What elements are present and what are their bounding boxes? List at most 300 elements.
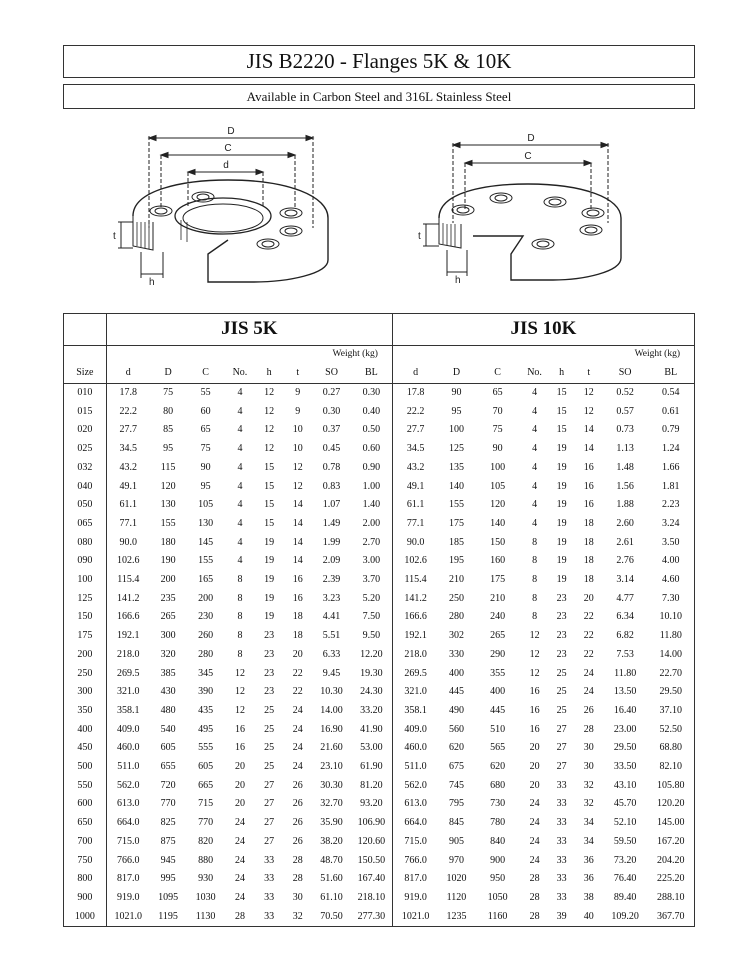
wt-spacer (64, 346, 107, 364)
table-cell: 2.61 (616, 536, 634, 548)
column-header-size: Size (64, 363, 107, 384)
table-cell: 27 (556, 742, 567, 754)
table-cell: 288.10 (657, 891, 685, 903)
table-cell: 25 (264, 761, 275, 773)
table-cell: 23 (264, 648, 275, 660)
table-row (64, 403, 695, 422)
table-row (64, 440, 695, 459)
table-cell: 280 (198, 648, 214, 660)
table-cell: 460.0 (117, 742, 140, 754)
table-cell: 20 (234, 761, 245, 773)
table-cell: 8 (532, 592, 538, 604)
table-cell: 16 (234, 723, 245, 735)
table-cell: 140 (490, 517, 506, 529)
table-cell: 265 (490, 630, 506, 642)
table-cell: 24 (292, 704, 303, 716)
table-row (64, 421, 695, 440)
table-cell: 175 (448, 517, 464, 529)
table-cell: 75 (492, 424, 503, 436)
table-cell: 155 (160, 517, 176, 529)
table-cell: 4 (532, 387, 538, 398)
table-cell: 90.0 (392, 534, 438, 553)
table-cell: 48.70 (320, 854, 343, 866)
table-cell: 715.0 (392, 833, 438, 852)
table-cell: 204.20 (657, 854, 685, 866)
table-cell: 4.00 (662, 555, 680, 567)
table-cell: 22.2 (392, 403, 438, 422)
table-cell: 8 (532, 611, 538, 623)
table-cell: 511.0 (117, 761, 140, 773)
table-row (64, 384, 695, 403)
table-cell: 200 (198, 592, 214, 604)
table-row (64, 515, 695, 534)
table-cell: 1.88 (616, 499, 634, 511)
table-row (64, 571, 695, 590)
table-cell: 8 (532, 536, 538, 548)
table-row (64, 758, 695, 777)
table-cell: 1.56 (616, 480, 634, 492)
table-cell: 540 (160, 723, 176, 735)
table-cell: 90 (200, 461, 211, 473)
table-cell: 12 (234, 686, 245, 698)
table-cell: 905 (448, 835, 464, 847)
table-cell: 30 (583, 742, 594, 754)
table-cell: 21.60 (320, 742, 343, 754)
size-cell: 015 (64, 403, 107, 422)
table-cell: 0.54 (662, 387, 680, 398)
table-cell: 565 (490, 742, 506, 754)
table-cell: 22 (583, 611, 594, 623)
table-cell: 300 (160, 630, 176, 642)
table-cell: 6.34 (616, 611, 634, 623)
table-cell: 3.14 (616, 574, 634, 586)
table-cell: 26 (583, 704, 594, 716)
table-cell: 33.50 (613, 761, 637, 773)
table-cell: 115.4 (117, 574, 140, 586)
table-cell: 9 (295, 405, 301, 417)
table-cell: 10.10 (659, 611, 683, 623)
table-cell: 0.52 (616, 387, 634, 398)
table-cell: 2.23 (662, 499, 680, 511)
size-cell: 300 (64, 683, 107, 702)
table-cell: 620 (448, 742, 464, 754)
corner-cell (64, 314, 107, 346)
table-row (64, 702, 695, 721)
table-cell: 82.10 (659, 761, 683, 773)
table-cell: 1235 (446, 910, 467, 922)
table-row (64, 721, 695, 740)
table-cell: 19 (556, 461, 567, 473)
size-cell: 550 (64, 777, 107, 796)
table-cell: 23 (264, 630, 275, 642)
table-cell: 880 (198, 854, 214, 866)
table-cell: 30 (292, 891, 303, 903)
table-cell: 15 (556, 405, 567, 417)
table-cell: 795 (448, 798, 464, 810)
table-cell: 4.41 (322, 611, 341, 623)
table-cell: 25 (556, 667, 567, 679)
table-cell: 19 (264, 555, 275, 567)
table-cell: 24 (292, 723, 303, 735)
size-cell: 750 (64, 852, 107, 871)
table-cell: 27.7 (392, 421, 438, 440)
table-cell: 1050 (487, 891, 508, 903)
table-cell: 0.83 (322, 480, 341, 492)
table-cell: 85 (163, 424, 174, 436)
table-cell: 33 (556, 835, 567, 847)
table-cell: 4 (532, 405, 538, 417)
table-row (64, 590, 695, 609)
table-cell: 730 (490, 798, 506, 810)
table-cell: 115 (160, 461, 176, 473)
table-cell: 155 (198, 555, 214, 567)
table-cell: 720 (160, 779, 176, 791)
table-cell: 235 (160, 592, 176, 604)
table-cell: 130 (198, 517, 214, 529)
table-cell: 664.0 (392, 814, 438, 833)
table-cell: 25 (556, 686, 567, 698)
table-cell: 320 (160, 648, 176, 660)
table-cell: 12 (529, 648, 540, 660)
table-cell: 0.30 (322, 405, 341, 417)
column-header-5k-0: d (106, 363, 150, 384)
table-cell: 1021.0 (114, 910, 143, 922)
table-cell: 10 (292, 443, 303, 455)
table-cell: 36 (583, 873, 594, 885)
table-cell: 0.79 (662, 424, 680, 436)
table-cell: 4 (532, 443, 538, 455)
table-cell: 49.1 (119, 480, 138, 492)
table-cell: 65 (492, 387, 503, 398)
table-cell: 605 (160, 742, 176, 754)
table-cell: 77.1 (119, 517, 138, 529)
table-cell: 820 (198, 835, 214, 847)
table-cell: 95 (200, 480, 211, 492)
table-cell: 200 (160, 574, 176, 586)
table-cell: 30.30 (320, 779, 343, 791)
table-cell: 24 (583, 686, 594, 698)
table-cell: 1130 (195, 910, 216, 922)
weight-label-10k: Weight (kg) (392, 346, 694, 364)
table-cell: 766.0 (117, 854, 140, 866)
table-cell: 35.90 (320, 817, 343, 829)
size-cell: 065 (64, 515, 107, 534)
size-cell: 080 (64, 534, 107, 553)
table-cell: 192.1 (392, 627, 438, 646)
size-cell: 350 (64, 702, 107, 721)
table-cell: 12 (264, 443, 275, 455)
table-cell: 495 (198, 723, 214, 735)
table-cell: 14 (583, 443, 594, 455)
table-cell: 2.76 (616, 555, 634, 567)
table-cell: 23 (556, 592, 567, 604)
table-cell: 12 (264, 424, 275, 436)
table-cell: 930 (198, 873, 214, 885)
table-cell: 28 (292, 873, 303, 885)
table-cell: 12 (292, 480, 303, 492)
table-cell: 19 (556, 536, 567, 548)
table-cell: 115.4 (392, 571, 438, 590)
table-cell: 43.2 (119, 461, 138, 473)
table-cell: 4 (532, 480, 538, 492)
table-cell: 825 (160, 817, 176, 829)
table-cell: 613.0 (392, 795, 438, 814)
table-cell: 210 (490, 592, 506, 604)
dim-label-h-blind: h (455, 275, 461, 286)
table-cell: 25 (556, 704, 567, 716)
table-cell: 15 (264, 480, 275, 492)
column-header-5k-3: No. (225, 363, 255, 384)
table-cell: 26 (292, 817, 303, 829)
table-cell: 9.45 (322, 667, 341, 679)
table-cell: 20 (529, 761, 540, 773)
column-header-5k-4: h (255, 363, 283, 384)
table-cell: 14 (292, 517, 303, 529)
table-cell: 409.0 (392, 721, 438, 740)
table-cell: 25 (264, 742, 275, 754)
table-cell: 32 (583, 798, 594, 810)
weight-label-5k: Weight (kg) (332, 349, 378, 359)
table-row (64, 478, 695, 497)
table-cell: 218.10 (357, 891, 386, 903)
table-cell: 24 (583, 667, 594, 679)
table-cell: 20 (234, 798, 245, 810)
dim-label-D-blind: D (527, 133, 535, 144)
table-cell: 33.20 (360, 704, 383, 716)
table-cell: 195 (448, 555, 464, 567)
table-cell: 4 (237, 443, 243, 455)
table-cell: 435 (198, 704, 214, 716)
group-header-10k: JIS 10K (392, 314, 694, 346)
group-header-5k: JIS 5K (106, 314, 392, 346)
table-cell: 445 (448, 686, 464, 698)
dim-label-D: D (227, 126, 235, 137)
table-cell: 1095 (158, 891, 179, 903)
table-cell: 120.60 (357, 835, 386, 847)
table-cell: 166.6 (392, 608, 438, 627)
table-cell: 950 (490, 873, 506, 885)
table-cell: 135 (448, 461, 464, 473)
table-cell: 16.40 (613, 704, 637, 716)
table-cell: 620 (490, 761, 506, 773)
table-cell: 511.0 (392, 758, 438, 777)
table-cell: 59.50 (613, 835, 637, 847)
table-cell: 22.70 (659, 667, 683, 679)
size-cell: 010 (64, 384, 107, 403)
table-cell: 45.70 (613, 798, 637, 810)
table-cell: 277.30 (357, 910, 386, 922)
table-cell: 55 (200, 387, 211, 398)
table-cell: 22 (292, 667, 303, 679)
dim-label-d: d (223, 160, 229, 171)
table-cell: 40 (583, 910, 594, 922)
table-row (64, 852, 695, 871)
table-cell: 2.60 (616, 517, 634, 529)
table-cell: 25 (264, 723, 275, 735)
table-cell: 250 (448, 592, 464, 604)
table-cell: 27 (264, 798, 275, 810)
table-cell: 2.39 (322, 574, 341, 586)
table-cell: 23 (556, 648, 567, 660)
table-cell: 105.80 (657, 779, 685, 791)
table-cell: 52.50 (659, 723, 683, 735)
table-cell: 13.50 (613, 686, 637, 698)
column-header-5k-1: D (150, 363, 186, 384)
table-cell: 16 (292, 574, 303, 586)
table-cell: 9.50 (362, 630, 381, 642)
table-cell: 875 (160, 835, 176, 847)
size-cell: 400 (64, 721, 107, 740)
table-row (64, 889, 695, 908)
table-cell: 90 (492, 443, 503, 455)
table-cell: 38.20 (320, 835, 343, 847)
table-cell: 167.40 (357, 873, 386, 885)
table-row (64, 646, 695, 665)
table-cell: 8 (237, 592, 243, 604)
table-cell: 321.0 (392, 683, 438, 702)
table-cell: 20 (529, 742, 540, 754)
table-cell: 145 (198, 536, 214, 548)
table-cell: 33 (556, 779, 567, 791)
table-cell: 355 (490, 667, 506, 679)
table-cell: 8 (532, 574, 538, 586)
table-cell: 18 (292, 630, 303, 642)
table-cell: 7.53 (616, 648, 634, 660)
table-cell: 100 (490, 461, 506, 473)
table-cell: 358.1 (392, 702, 438, 721)
table-cell: 10.30 (320, 686, 343, 698)
table-cell: 0.37 (322, 424, 341, 436)
table-cell: 19 (556, 555, 567, 567)
table-cell: 23.00 (613, 723, 637, 735)
dim-label-C: C (224, 143, 232, 154)
table-cell: 18 (583, 536, 594, 548)
table-cell: 562.0 (117, 779, 140, 791)
size-cell: 100 (64, 571, 107, 590)
table-cell: 19 (556, 574, 567, 586)
table-cell: 90.0 (119, 536, 138, 548)
table-row (64, 795, 695, 814)
table-cell: 18 (583, 555, 594, 567)
table-cell: 155 (448, 499, 464, 511)
table-cell: 1.81 (662, 480, 680, 492)
table-cell: 90 (451, 387, 462, 398)
table-cell: 4 (237, 405, 243, 417)
table-cell: 562.0 (392, 777, 438, 796)
size-cell: 650 (64, 814, 107, 833)
table-cell: 28 (529, 873, 540, 885)
table-cell: 0.27 (322, 387, 341, 398)
table-cell: 2.00 (362, 517, 381, 529)
table-cell: 16 (292, 592, 303, 604)
table-cell: 240 (490, 611, 506, 623)
table-cell: 17.8 (119, 387, 138, 398)
table-row (64, 870, 695, 889)
table-cell: 4 (237, 461, 243, 473)
table-cell: 28 (292, 854, 303, 866)
size-cell: 125 (64, 590, 107, 609)
table-cell: 25 (264, 704, 275, 716)
table-cell: 480 (160, 704, 176, 716)
table-cell: 400 (448, 667, 464, 679)
table-cell: 70 (492, 405, 503, 417)
table-row (64, 665, 695, 684)
table-cell: 1195 (158, 910, 178, 922)
table-cell: 141.2 (117, 592, 140, 604)
table-cell: 3.70 (362, 574, 381, 586)
table-cell: 6.33 (322, 648, 341, 660)
table-cell: 68.80 (659, 742, 683, 754)
table-cell: 102.6 (117, 555, 140, 567)
table-cell: 39 (556, 910, 567, 922)
table-cell: 19.30 (360, 667, 383, 679)
table-cell: 43.10 (613, 779, 637, 791)
table-cell: 4 (237, 499, 243, 511)
dim-label-t-blind: t (418, 231, 421, 242)
table-cell: 34.5 (119, 443, 138, 455)
table-cell: 175 (490, 574, 506, 586)
table-cell: 4 (237, 536, 243, 548)
table-cell: 120 (490, 499, 506, 511)
table-cell: 24.30 (360, 686, 383, 698)
table-cell: 4 (237, 480, 243, 492)
table-cell: 400 (490, 686, 506, 698)
table-cell: 3.00 (362, 555, 381, 567)
table-cell: 37.10 (659, 704, 683, 716)
table-cell: 15 (264, 517, 275, 529)
table-cell: 302 (448, 630, 464, 642)
table-cell: 24 (234, 817, 245, 829)
table-cell: 770 (198, 817, 214, 829)
table-cell: 14.00 (659, 648, 683, 660)
table-cell: 27 (264, 817, 275, 829)
table-cell: 11.80 (614, 667, 637, 679)
table-cell: 655 (160, 761, 176, 773)
table-cell: 745 (448, 779, 464, 791)
size-cell: 020 (64, 421, 107, 440)
table-cell: 8 (532, 555, 538, 567)
table-cell: 4 (237, 555, 243, 567)
table-cell: 100 (448, 424, 464, 436)
table-cell: 0.90 (362, 461, 381, 473)
table-cell: 3.23 (322, 592, 341, 604)
table-cell: 0.40 (362, 405, 381, 417)
column-header-5k-5: t (283, 363, 312, 384)
table-cell: 16 (529, 723, 540, 735)
table-cell: 560 (448, 723, 464, 735)
table-cell: 5.51 (322, 630, 341, 642)
table-cell: 165 (198, 574, 214, 586)
table-cell: 65 (200, 424, 211, 436)
table-cell: 106.90 (357, 817, 386, 829)
dim-label-C-blind: C (524, 151, 532, 162)
table-cell: 4 (237, 387, 243, 398)
table-cell: 12 (264, 387, 275, 398)
table-cell: 24 (529, 854, 540, 866)
table-cell: 20 (234, 779, 245, 791)
column-header-10k-3: No. (521, 363, 549, 384)
column-header-row (64, 363, 695, 384)
table-cell: 19 (264, 592, 275, 604)
table-cell: 766.0 (392, 852, 438, 871)
table-cell: 510 (490, 723, 506, 735)
table-cell: 23 (556, 630, 567, 642)
table-cell: 38 (583, 891, 594, 903)
table-cell: 14 (292, 536, 303, 548)
table-cell: 675 (448, 761, 464, 773)
table-cell: 1.48 (616, 461, 634, 473)
table-cell: 27 (264, 779, 275, 791)
